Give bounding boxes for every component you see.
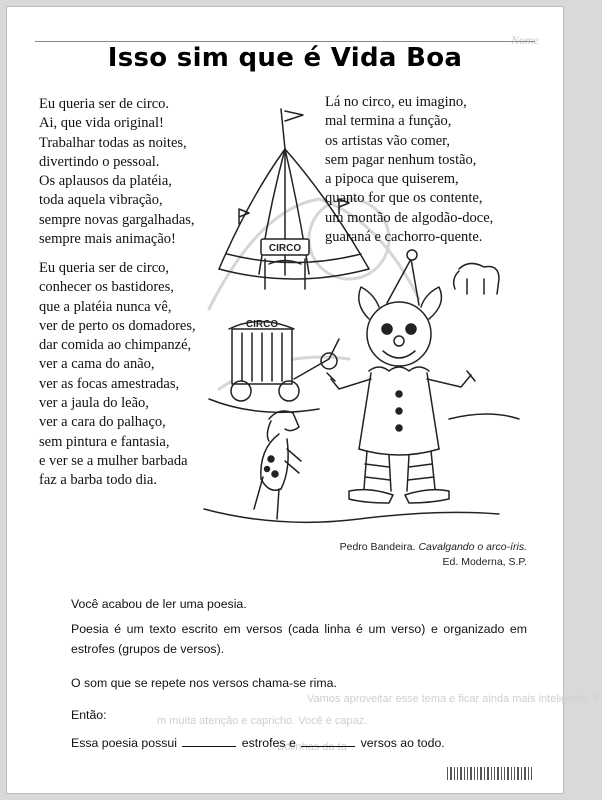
verse-count-blank[interactable] [301,736,355,747]
verse-line: divertindo o pessoal. [39,153,160,170]
credit-author: Pedro Bandeira. [339,541,416,553]
verse-line: ver as focas amestradas, [39,375,180,392]
verse-line: um montão de algodão-doce, [325,209,494,226]
worksheet-page [6,6,602,794]
bleed-through-text: Vamos aproveitar esse tema e ficar ainda mais inteligente. F [307,693,602,705]
verse-line: e ver se a mulher barbada [39,452,188,469]
exercise-question [71,733,527,753]
tent-sign-text: CIRCO [268,243,302,254]
verse-line: conhecer os bastidores, [39,279,174,296]
verse-line: faz a barba todo dia. [39,472,157,489]
verse-line: sempre mais animação! [39,231,176,248]
verse-line: ver de perto os domadores, [39,317,196,334]
verse-line: Ai, que vida original! [39,115,164,132]
question-part-c: versos ao todo. [360,736,445,750]
credit-work: Cavalgando o arco-íris. [418,541,527,553]
poem-title: Isso sim que é Vida Boa [107,43,463,73]
verse-line: toda aquela vibração, [39,192,163,209]
verse-line: ver a jaula do leão, [39,395,149,412]
verse-line: sempre novas gargalhadas, [39,211,195,228]
verse-line: quanto for que os contente, [325,190,483,207]
exercise-rhyme: O som que se repete nos versos chama-se rima. [71,676,337,690]
verse-line: Eu queria ser de circo. [39,96,170,112]
verse-line: ver a cama do anão, [39,356,155,373]
name-label-faint: Nome [511,33,539,47]
bleed-through-text: Bolinhas da ta [277,741,347,753]
exercise-definition: Poesia é um texto escrito em versos (cada linha é um verso) e organizado em estrofes (grupos de versos). [71,622,527,656]
stanza-1 [39,95,195,249]
poem-credit [340,541,527,553]
verse-line: dar comida ao chimpanzé, [39,337,192,354]
exercise-then: Então: [71,708,107,722]
verse-line: a pipoca que quiserem, [325,171,459,188]
exercise-line-1: Você acabou de ler uma poesia. [71,597,247,611]
verse-line: ver a cara do palhaço, [39,414,166,431]
verse-line: guaraná e cachorro-quente. [325,229,483,246]
wagon-sign-text: CIRCO [245,319,279,330]
question-part-b: estrofes e [241,736,296,750]
barcode-icon [447,767,533,785]
stanza-2 [39,259,196,491]
verse-line: Os aplausos da platéia, [39,173,172,190]
verse-line: mal termina a função, [325,113,452,130]
verse-line: que a platéia nunca vê, [39,298,172,315]
credit-publisher: Ed. Moderna, S.P. [442,556,527,568]
bleed-through-text: m muita atenção e capricho. Você é capaz. [157,715,368,727]
verse-line: sem pintura e fantasia, [39,433,170,450]
stanza-count-blank[interactable] [182,736,236,747]
verse-line: os artistas vão comer, [325,132,451,149]
verse-line: Lá no circo, eu imagino, [325,94,467,110]
verse-line: Trabalhar todas as noites, [39,134,187,151]
question-part-a: Essa poesia possui [71,736,177,750]
verse-line: sem pagar nenhum tostão, [325,151,477,168]
stanza-3 [325,93,493,247]
verse-line: Eu queria ser de circo, [39,260,170,276]
top-rule [35,41,535,42]
